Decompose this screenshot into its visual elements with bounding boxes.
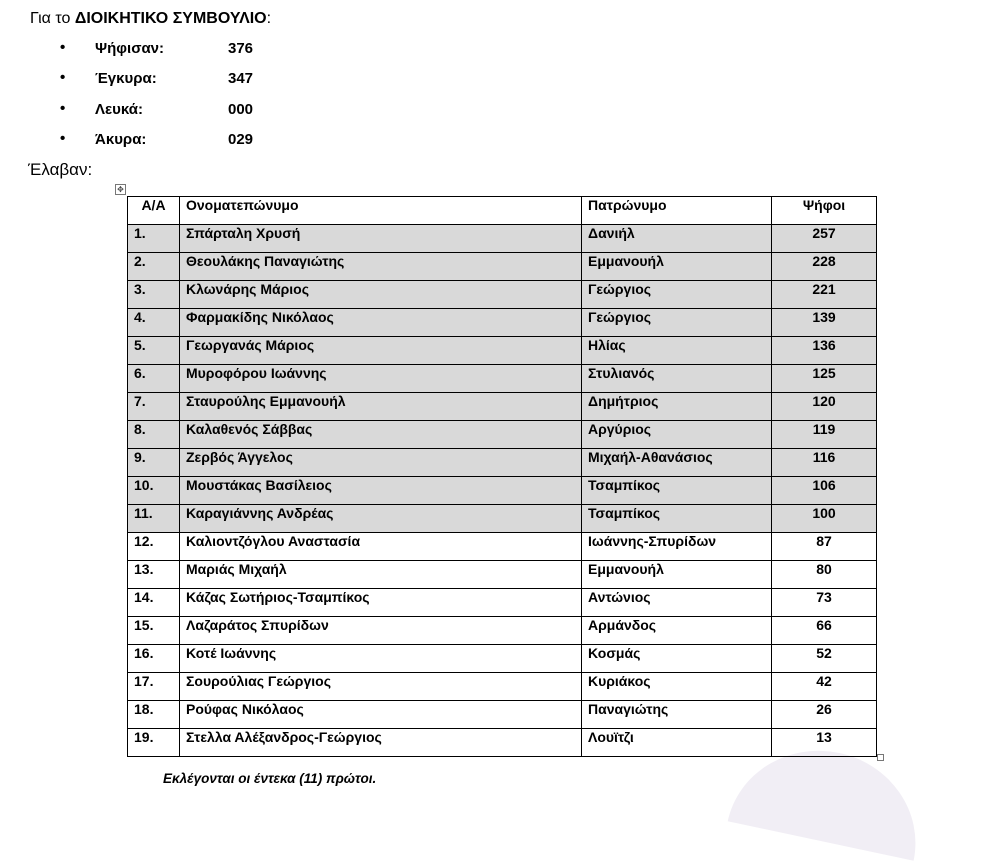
cell-aa: 5.: [128, 337, 180, 365]
cell-votes: 73: [772, 589, 877, 617]
cell-votes: 119: [772, 421, 877, 449]
cell-votes: 120: [772, 393, 877, 421]
table-row: [128, 589, 877, 617]
cell-votes: 42: [772, 673, 877, 701]
cell-name: Γεωργανάς Μάριος: [180, 337, 582, 365]
table-row: [128, 673, 877, 701]
cell-name: Καραγιάννης Ανδρέας: [180, 505, 582, 533]
cell-name: Φαρμακίδης Νικόλαος: [180, 309, 582, 337]
cell-father: Λουϊτζι: [582, 729, 772, 757]
cell-aa: 11.: [128, 505, 180, 533]
cell-father: Αρμάνδος: [582, 617, 772, 645]
cell-votes: 221: [772, 281, 877, 309]
cell-name: Σπάρταλη Χρυσή: [180, 225, 582, 253]
cell-votes: 100: [772, 505, 877, 533]
cell-votes: 52: [772, 645, 877, 673]
cell-aa: 19.: [128, 729, 180, 757]
cell-aa: 4.: [128, 309, 180, 337]
cell-father: Μιχαήλ-Αθανάσιος: [582, 449, 772, 477]
cell-father: Γεώργιος: [582, 281, 772, 309]
cell-votes: 66: [772, 617, 877, 645]
table-header-row: [128, 197, 877, 225]
stat-label: Έγκυρα:: [95, 70, 157, 87]
bullet-icon: •: [60, 39, 66, 56]
heading-suffix: :: [266, 10, 272, 27]
cell-votes: 257: [772, 225, 877, 253]
table-row: [128, 477, 877, 505]
cell-votes: 87: [772, 533, 877, 561]
cell-aa: 9.: [128, 449, 180, 477]
cell-father: Δανιήλ: [582, 225, 772, 253]
cell-name: Κοτέ Ιωάννης: [180, 645, 582, 673]
cell-father: Τσαμπίκος: [582, 477, 772, 505]
cell-aa: 15.: [128, 617, 180, 645]
cell-name: Μαριάς Μιχαήλ: [180, 561, 582, 589]
stat-label: Άκυρα:: [95, 131, 147, 148]
cell-votes: 116: [772, 449, 877, 477]
stat-value: 000: [228, 101, 254, 118]
table-row: [128, 561, 877, 589]
table-row: [128, 505, 877, 533]
cell-name: Σταυρούλης Εμμανουήλ: [180, 393, 582, 421]
cell-name: Στελλα Αλέξανδρος-Γεώργιος: [180, 729, 582, 757]
cell-father: Ηλίας: [582, 337, 772, 365]
cell-aa: 16.: [128, 645, 180, 673]
cell-name: Κάζας Σωτήριος-Τσαμπίκος: [180, 589, 582, 617]
cell-name: Σουρούλιας Γεώργιος: [180, 673, 582, 701]
cell-aa: 3.: [128, 281, 180, 309]
table-row: [128, 701, 877, 729]
cell-aa: 18.: [128, 701, 180, 729]
cell-name: Ζερβός Άγγελος: [180, 449, 582, 477]
table-row: [128, 645, 877, 673]
cell-aa: 1.: [128, 225, 180, 253]
table-row: [128, 225, 877, 253]
stat-value: 376: [228, 40, 254, 57]
cell-aa: 14.: [128, 589, 180, 617]
elected-note: Εκλέγονται οι έντεκα (11) πρώτοι.: [163, 771, 377, 786]
table-row: [128, 337, 877, 365]
cell-name: Μυροφόρου Ιωάννης: [180, 365, 582, 393]
results-table: [127, 196, 877, 757]
cell-votes: 136: [772, 337, 877, 365]
cell-father: Στυλιανός: [582, 365, 772, 393]
header-father: Πατρώνυμο: [582, 197, 772, 225]
cell-aa: 12.: [128, 533, 180, 561]
cell-father: Εμμανουήλ: [582, 253, 772, 281]
cell-name: Μουστάκας Βασίλειος: [180, 477, 582, 505]
cell-father: Κοσμάς: [582, 645, 772, 673]
cell-father: Δημήτριος: [582, 393, 772, 421]
cell-name: Κλωνάρης Μάριος: [180, 281, 582, 309]
stat-label: Λευκά:: [95, 101, 143, 118]
cell-votes: 106: [772, 477, 877, 505]
cell-father: Εμμανουήλ: [582, 561, 772, 589]
cell-father: Κυριάκος: [582, 673, 772, 701]
cell-name: Θεουλάκης Παναγιώτης: [180, 253, 582, 281]
table-row: [128, 309, 877, 337]
cell-name: Καλαθενός Σάββας: [180, 421, 582, 449]
results-table-body: [128, 225, 877, 757]
stat-label: Ψήφισαν:: [95, 40, 165, 57]
table-resize-handle[interactable]: [877, 754, 884, 761]
cell-votes: 228: [772, 253, 877, 281]
cell-father: Αντώνιος: [582, 589, 772, 617]
table-row: [128, 253, 877, 281]
table-row: [128, 533, 877, 561]
table-row: [128, 617, 877, 645]
cell-father: Αργύριος: [582, 421, 772, 449]
cell-father: Γεώργιος: [582, 309, 772, 337]
heading-body-name: ΔΙΟΙΚΗΤΙΚΟ ΣΥΜΒΟΥΛΙΟ: [74, 10, 267, 27]
header-votes: Ψήφοι: [772, 197, 877, 225]
cell-aa: 10.: [128, 477, 180, 505]
cell-votes: 139: [772, 309, 877, 337]
table-row: [128, 449, 877, 477]
cell-votes: 13: [772, 729, 877, 757]
table-row: [128, 729, 877, 757]
cell-father: Ιωάννης-Σπυρίδων: [582, 533, 772, 561]
cell-father: Τσαμπίκος: [582, 505, 772, 533]
cell-votes: 26: [772, 701, 877, 729]
table-row: [128, 281, 877, 309]
cell-votes: 80: [772, 561, 877, 589]
cell-aa: 7.: [128, 393, 180, 421]
table-move-handle-icon[interactable]: ✥: [115, 184, 126, 195]
cell-father: Παναγιώτης: [582, 701, 772, 729]
cell-votes: 125: [772, 365, 877, 393]
page-heading: [30, 10, 271, 28]
stat-value: 347: [228, 70, 254, 87]
received-label: Έλαβαν:: [28, 160, 93, 179]
table-row: [128, 365, 877, 393]
stat-value: 029: [228, 131, 254, 148]
bullet-icon: •: [60, 130, 66, 147]
cell-name: Λαζαράτος Σπυρίδων: [180, 617, 582, 645]
cell-aa: 13.: [128, 561, 180, 589]
bullet-icon: •: [60, 100, 66, 117]
cell-name: Ρούφας Νικόλαος: [180, 701, 582, 729]
bullet-icon: •: [60, 69, 66, 86]
table-row: [128, 393, 877, 421]
cell-aa: 17.: [128, 673, 180, 701]
header-aa: Α/Α: [128, 197, 180, 225]
heading-prefix: Για το: [30, 10, 75, 27]
cell-aa: 6.: [128, 365, 180, 393]
cell-aa: 2.: [128, 253, 180, 281]
header-name: Ονοματεπώνυμο: [180, 197, 582, 225]
cell-aa: 8.: [128, 421, 180, 449]
cell-name: Καλιοντζόγλου Αναστασία: [180, 533, 582, 561]
table-row: [128, 421, 877, 449]
